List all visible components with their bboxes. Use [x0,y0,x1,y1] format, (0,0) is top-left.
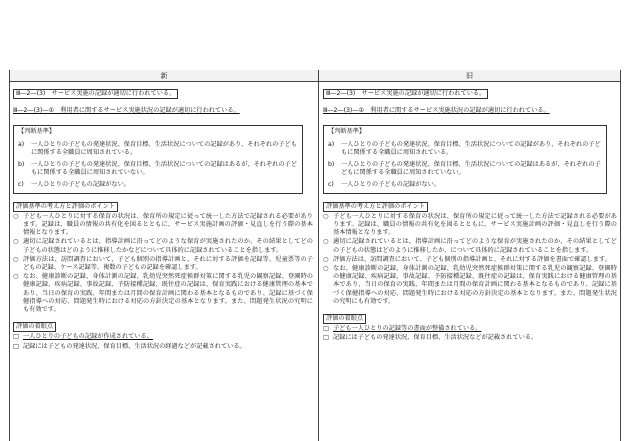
criteria-item: c) 一人ひとりの子どもの記録がない。 [18,181,130,189]
column-divider [318,70,319,441]
observation-title: 評価の着眼点 [323,314,366,324]
point-item: ○ 適切に記録されているとは、指導計画に沿ってどのような保育が実施されたのか、その結果としてどの子どもの状態はどのように推移したかなどについて具体的に記録されていることを指します。 [13,238,313,254]
criteria-item: c) 一人ひとりの子どもの記録がない。 [328,181,440,189]
point-item: ○ 適切に記録されているとは、指導計画に沿ってどのような保育が実施されたのか、その結果としてどの子どもの状態はどのように推移したか、について具体的に記録されていることを指します。 [323,238,617,254]
points-title: 評価基準の考え方と評価のポイント [323,202,428,212]
point-item: ○ 評価方法は、訪問調査において、子ども個別の指導計画と、それに対する評価を記録等、児童票等の子どもの記録、ケース記録等、複数の子どもの記録を確認します。 [13,255,313,272]
checkbox-icon: □ [13,333,19,341]
criteria-item: a) 一人ひとりの子どもの発達状況、保育目標、生活状況についての記録があり、それぞれの子どもに関係する全職員に周知されている。 [18,140,297,156]
section-title: Ⅲ―2―(3) サービス実施の記録が適切に行われている。 [323,89,488,99]
new-column [13,82,313,351]
criteria-item: a) 一人ひとりの子どもの発達状況、保育目標、生活状況についての記録があり、それぞれの子どもに関係する全職員に周知されている。 [328,140,601,156]
observation-item: □ 記録には子どもの発達状況、保育目標、生活状況の経過などが記載されている。 [13,342,246,350]
criteria-title: 【判断基準】 [18,128,56,136]
point-item: ○ 子ども一人ひとりに対する保育の状況は、保育所の規定に従って統一した方法で記録される必要があります。記録は、職員の情報の共有化を図るとともに、サービス実施計画の評価・見直しを行う際の基本情報となります。 [13,212,313,237]
checkbox-icon: □ [323,334,329,342]
checkbox-icon: □ [13,342,19,350]
point-item: ○ なお、健康診断の記録、身体計測の記録、乳幼児突然死症候群対策に関する乳児の観察記録、登園時の健康記録、疾病記録、事故記録、予防接種記録、既往症の記録は、保育実践における健康管理の基本であり、当日の保育の実践、年間または月間の保育計画に関わる基本となるものであり、記録に基づく保健指導への対応、問題発生時における対応の方針決定の基本となります。また、問題発生状況の究明にも有効です。 [323,265,617,305]
observation-title: 評価の着眼点 [13,322,56,332]
subsection-title: Ⅲ―2―(3)―① 利用者に関するサービス実施状況の記録が適切に行われている。 [13,107,240,115]
header-new: 新 [10,70,318,82]
section-title: Ⅲ―2―(3) サービス実施の記録が適切に行われている。 [13,89,178,99]
old-column [323,82,617,343]
point-item: ○ 子ども一人ひとりに対する保育の状況は、保育所の規定に従って統一した方法で記録される必要があります。記録は、職員の情報の共有化を図るとともに、サービス実施計画の評価・見直しを行う際の基本情報となります。 [323,212,617,237]
header-old: 旧 [319,70,620,82]
criteria-item: b) 一人ひとりの子どもの発達状況、保育目標、生活状況についての記録はあるが、それぞれの子どもに関係する全職員に周知されていない。 [328,161,601,177]
subsection-title: Ⅲ―2―(3)―① 利用者に関するサービス実施状況の記録が適切に行われている。 [323,107,550,115]
point-item: ○ なお、健康診断の記録、身体計測の記録、乳幼児突然死症候群対策に関する乳児の観察記録、登園時の健康記録、疾病記録、事故記録、予防接種記録、既往症の記録は、保育実践における健康管理の基本であり、当日の保育の実践、年間または月間の保育計画に関わる基本となるものであり、記録に基づく保健指導への対応、問題発生時における対応の方針決定の基本となります。また、問題発生状況の究明にも有効です。 [13,273,313,314]
observation-item: □ 子ども一人ひとりの記録等の書面が整備されている。 [323,325,482,333]
criteria-item: b) 一人ひとりの子どもの発達状況、保育目標、生活状況についての記録はあるが、それぞれの子どもに関係する全職員に周知されていない。 [18,161,297,177]
criteria-box [13,125,303,193]
observation-item: □ 記録には子どもの発達状況、保育目標、生活状況などが記載されている。 [323,334,538,342]
points-title: 評価基準の考え方と評価のポイント [13,202,118,212]
point-item: ○ 評価方法は、訪問調査において、子ども個別の指導計画と、それに対する評価を書面で確認します。 [323,255,611,263]
observation-item: □ 一人ひとりの子どもの記録が作成されている。 [13,333,153,341]
criteria-box [323,125,607,193]
criteria-title: 【判断基準】 [328,128,366,136]
checkbox-icon: □ [323,325,329,333]
